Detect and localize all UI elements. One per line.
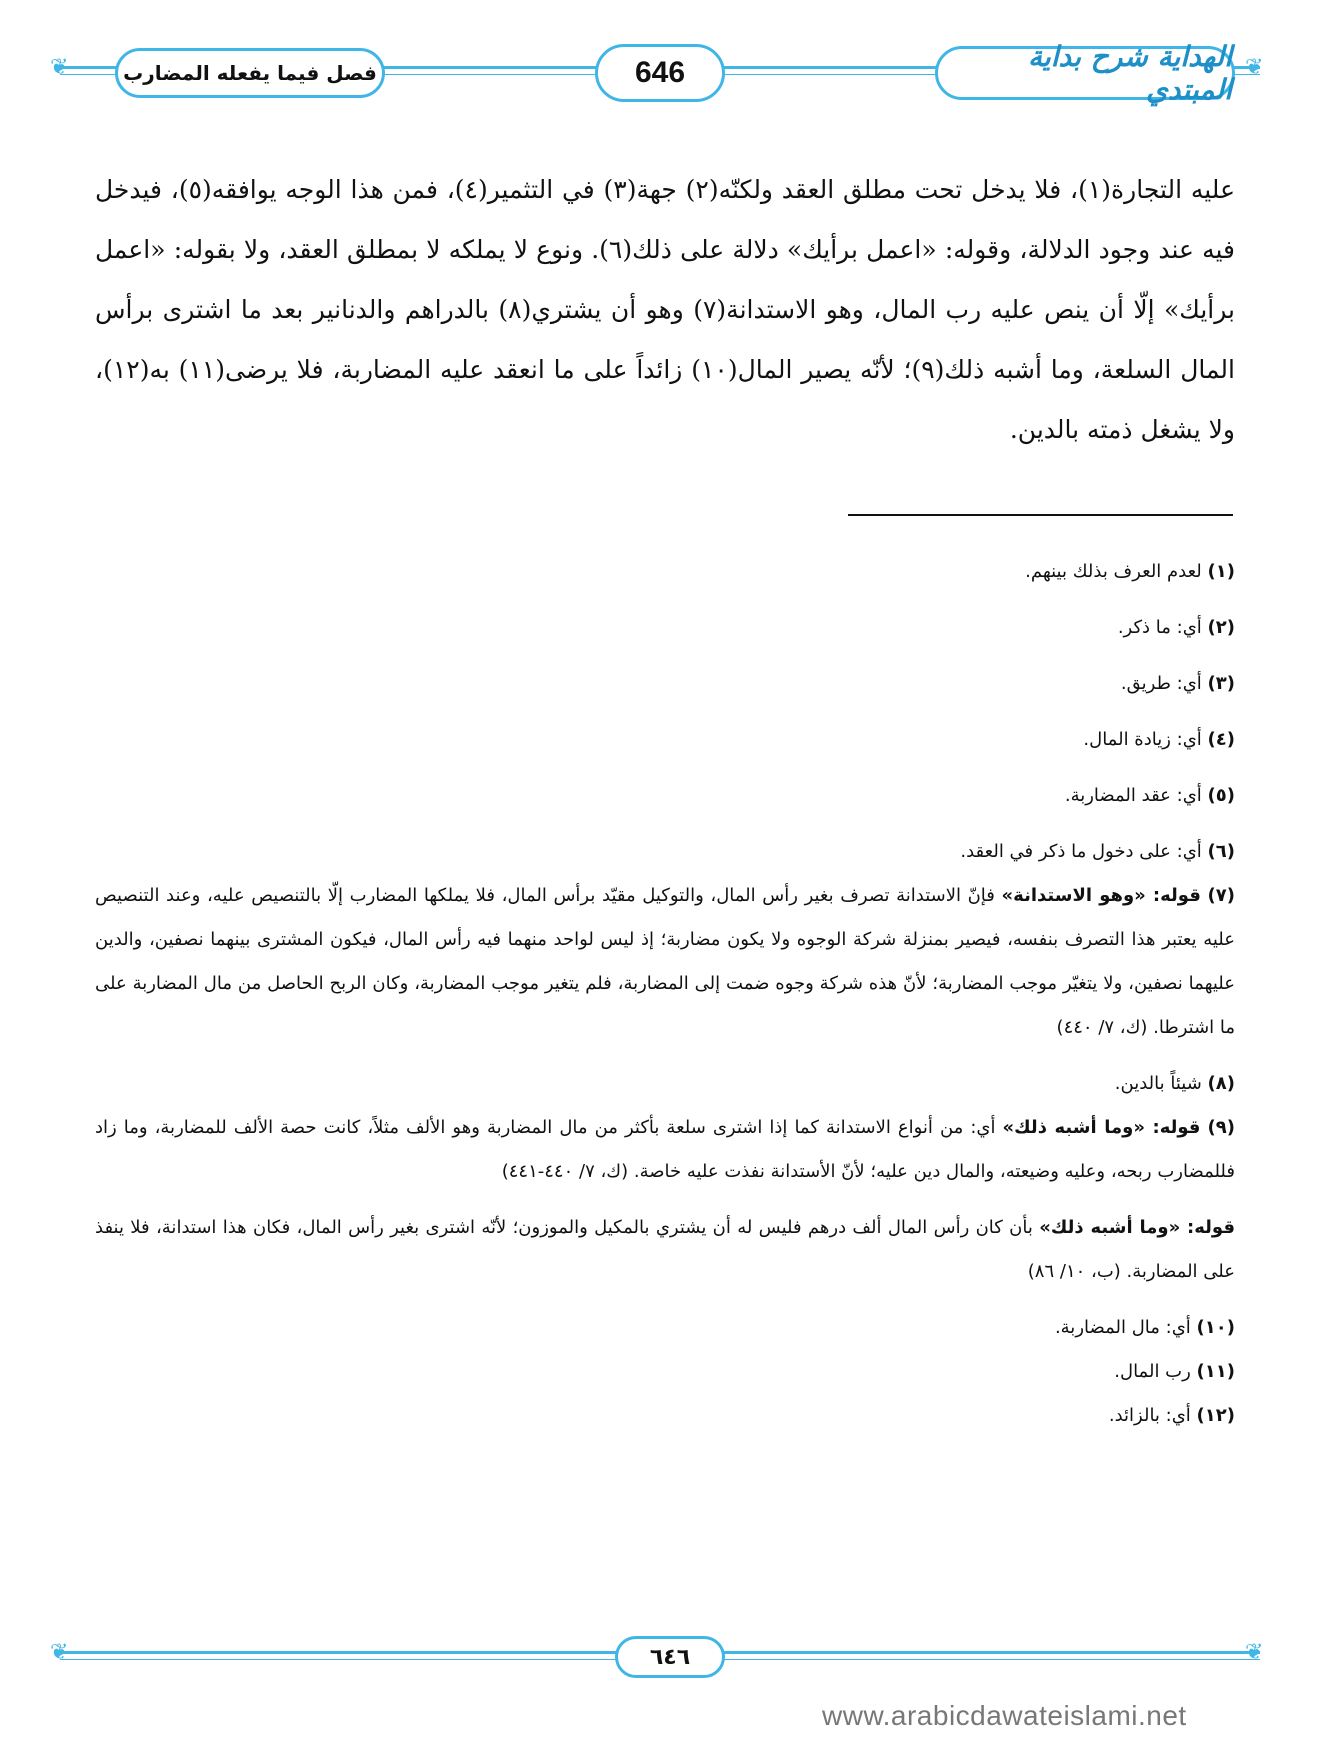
- footnote: (١٠) أي: مال المضاربة.: [1054, 1317, 1235, 1338]
- footnotes: [95, 550, 1235, 1438]
- ornament-icon: ❦: [50, 1640, 69, 1665]
- main-paragraph: عليه التجارة(١)، فلا يدخل تحت مطلق العقد ولكنّه(٢) جهة(٣) في التثمير(٤)، فمن هذا الوجه يوافقه(٥)، فيدخل فيه عند وجود الدلالة، وقوله: «اعمل برأيك» دلالة على ذلك(٦). ونوع لا يملكه لا بمطلق العقد، ولا بقوله: «اعمل برأيك» إلّا أن ينص عليه رب المال، وهو الاستدانة(٧) وهو أن يشتري(٨) بالدراهم والدنانير بعد ما اشترى برأس المال السلعة، وما أشبه ذلك(٩)؛ لأنّه يصير المال(١٠) زائداً على ما انعقد عليه المضاربة، فلا يرضى(١١) به(١٢)، ولا يشغل ذمته بالدين.: [95, 175, 1236, 444]
- website-link[interactable]: www.arabicdawateislami.net: [822, 1700, 1187, 1731]
- ornament-icon: ❦: [50, 55, 69, 80]
- footnote: (٣) أي: طريق.: [1120, 673, 1235, 694]
- footnote: (٨) شيئاً بالدين.: [1114, 1073, 1235, 1094]
- footnote: (٥) أي: عقد المضاربة.: [1064, 785, 1235, 806]
- footnote: (٦) أي: على دخول ما ذكر في العقد.: [960, 841, 1235, 862]
- footer-page-number-frame: [615, 1636, 725, 1678]
- book-title-frame: [935, 40, 1235, 106]
- footer-page-number: ٦٤٦: [649, 1644, 691, 1670]
- chapter-title-frame: [115, 48, 385, 98]
- main-text: [95, 160, 1235, 460]
- page-number-frame: [595, 44, 725, 102]
- footnote: (١٢) أي: بالزائد.: [1108, 1405, 1235, 1426]
- footnote-separator: [848, 514, 1233, 516]
- ornament-icon: ❦: [1245, 1640, 1264, 1665]
- book-title: الهداية شرح بداية المبتدي: [1027, 40, 1232, 106]
- ornament-icon: ❦: [1245, 55, 1264, 80]
- footnote: (٩) قوله: «وما أشبه ذلك» أي: من أنواع الاستدانة كما إذا اشترى سلعة بأكثر من مال المضاربة وهو الألف مثلاً، كانت حصة الألف للمضاربة، وما زاد فللمضارب ربحه، وعليه وضيعته، والمال دين عليه؛ لأنّ الأستدانة نفذت عليه خاصة. (ك، ٧/ ٤٤٠-٤٤١): [95, 1117, 1235, 1182]
- footnote: (١١) رب المال.: [1114, 1361, 1235, 1382]
- footnote: قوله: «وما أشبه ذلك» بأن كان رأس المال ألف درهم فليس له أن يشتري بالمكيل والموزون؛ لأنّه اشترى بغير رأس المال، فكان هذا استدانة، فلا ينفذ على المضاربة. (ب، ١٠/ ٨٦): [95, 1217, 1236, 1282]
- footnote: (٢) أي: ما ذكر.: [1117, 617, 1235, 638]
- footnote: (٤) أي: زيادة المال.: [1083, 729, 1235, 750]
- page-number: 646: [634, 56, 686, 89]
- footnote: (١) لعدم العرف بذلك بينهم.: [1025, 561, 1235, 582]
- chapter-title: فصل فيما يفعله المضارب: [123, 61, 377, 85]
- footnote: (٧) قوله: «وهو الاستدانة» فإنّ الاستدانة تصرف بغير رأس المال، والتوكيل مقيّد برأس المال، فلا يملكها المضارب إلّا بالتنصيص عليه، وعند التنصيص عليه يعتبر هذا التصرف بنفسه، فيصير بمنزلة شركة الوجوه ولا يكون مضاربة؛ إذ ليس لواحد منهما فيه رأس المال، فيكون المشترى بينهما نصفين، والدين عليهما نصفين، ولا يتغيّر موجب المضاربة؛ لأنّ هذه شركة وجوه ضمت إلى المضاربة، فلم يتغير موجب المضاربة، وكان الربح الحاصل من مال المضاربة على ما اشترطا. (ك، ٧/ ٤٤٠): [95, 885, 1235, 1038]
